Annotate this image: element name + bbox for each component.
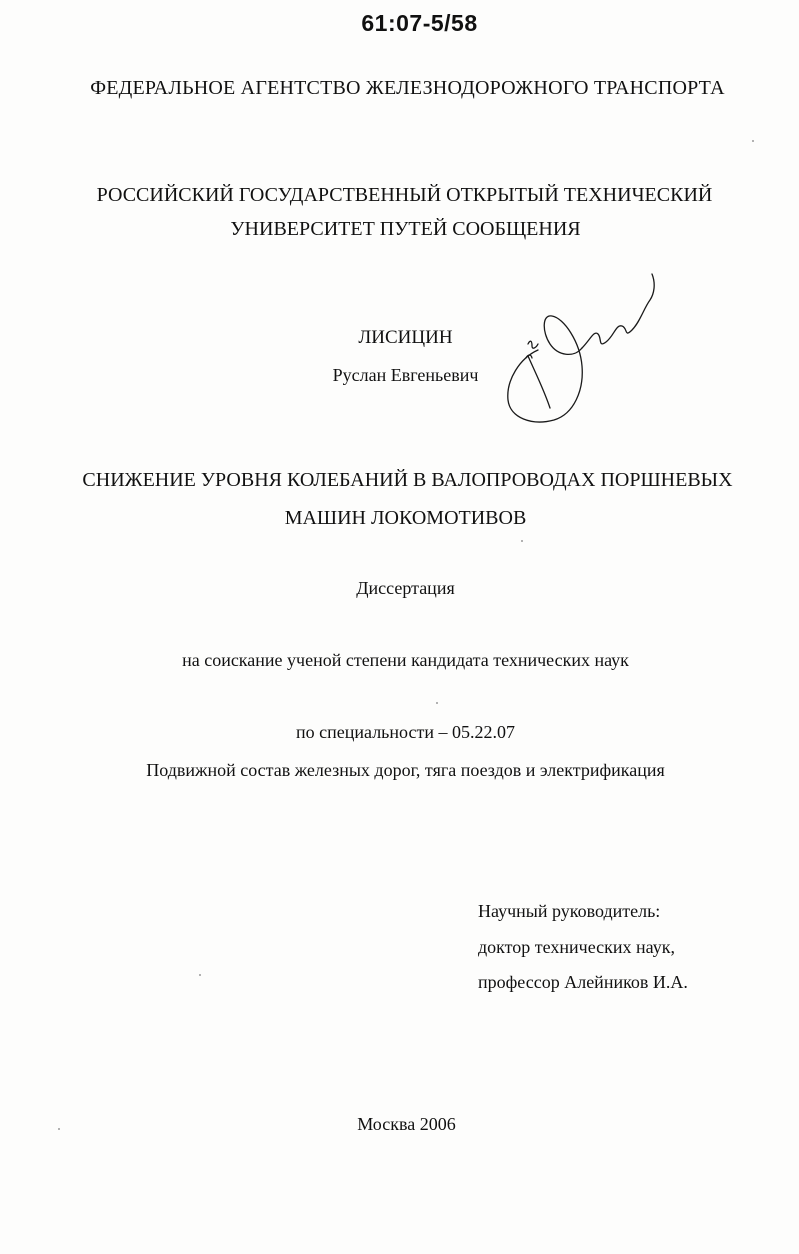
scan-speck	[199, 974, 201, 976]
document-type: Диссертация	[356, 578, 455, 598]
supervisor-label: Научный руководитель:	[478, 901, 661, 921]
university-name-line-2: УНИВЕРСИТЕТ ПУТЕЙ СООБЩЕНИЯ	[230, 218, 581, 240]
author-surname: ЛИСИЦИН	[358, 327, 453, 348]
scan-speck	[58, 1128, 60, 1130]
city-and-year: Москва 2006	[357, 1114, 456, 1134]
dissertation-title-line-2: МАШИН ЛОКОМОТИВОВ	[284, 507, 527, 529]
specialty-code: по специальности – 05.22.07	[296, 722, 515, 742]
dissertation-title-line-1: СНИЖЕНИЕ УРОВНЯ КОЛЕБАНИЙ В ВАЛОПРОВОДАХ ПОРШНЕВЫХ	[82, 469, 733, 491]
specialty-name: Подвижной состав железных дорог, тяга поездов и электрификация	[146, 760, 665, 780]
scan-speck	[752, 140, 754, 142]
degree-statement: на соискание ученой степени кандидата технических наук	[182, 650, 629, 670]
author-given-names: Руслан Евгеньевич	[332, 365, 479, 385]
agency-name: ФЕДЕРАЛЬНОЕ АГЕНТСТВО ЖЕЛЕЗНОДОРОЖНОГО ТРАНСПОРТА	[90, 77, 725, 99]
scan-speck	[436, 702, 438, 704]
supervisor-degree: доктор технических наук,	[478, 937, 675, 957]
scan-speck	[521, 540, 523, 542]
university-name-line-1: РОССИЙСКИЙ ГОСУДАРСТВЕННЫЙ ОТКРЫТЫЙ ТЕХНИЧЕСКИЙ	[96, 184, 713, 206]
handwritten-signature-icon	[498, 262, 668, 432]
archive-stamp-number: 61:07-5/58	[361, 10, 478, 36]
supervisor-name: профессор Алейников И.А.	[478, 972, 688, 992]
